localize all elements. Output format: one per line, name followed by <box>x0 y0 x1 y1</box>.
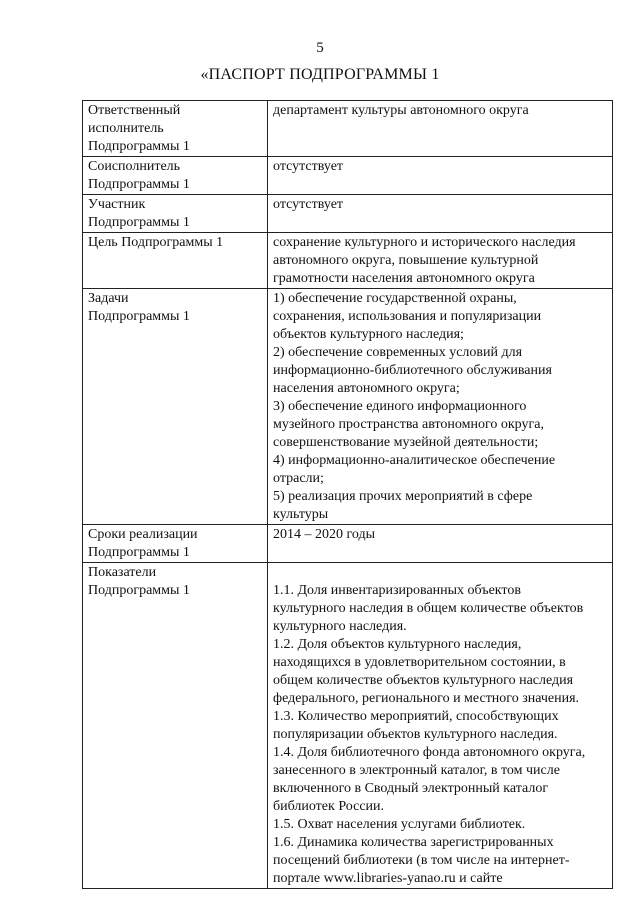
row-value-line: автономного округа, повышение культурной <box>273 253 539 268</box>
row-value-cell <box>268 195 613 233</box>
row-value-line: общем количестве объектов культурного наследия <box>273 673 574 688</box>
row-value-line: грамотности населения автономного округа <box>273 271 535 286</box>
row-value-cell <box>268 525 613 563</box>
row-value-line: культурного наследия в общем количестве объектов <box>273 601 584 616</box>
row-value-line: департамент культуры автономного округа <box>273 103 529 118</box>
passport-table <box>82 100 613 889</box>
row-label-cell <box>83 195 268 233</box>
row-value-line: объектов культурного наследия; <box>273 327 464 342</box>
row-label-cell <box>83 525 268 563</box>
row-value-cell <box>268 289 613 525</box>
row-value-line: сохранение культурного и исторического наследия <box>273 235 576 250</box>
row-value-line: сохранения, использования и популяризации <box>273 309 542 324</box>
passport-row <box>83 195 613 233</box>
row-label-line: Подпрограммы 1 <box>88 545 190 560</box>
row-value-line: информационно-библиотечного обслуживания <box>273 363 552 378</box>
passport-row <box>83 233 613 289</box>
row-label-line: Подпрограммы 1 <box>88 309 190 324</box>
row-label-line: Подпрограммы 1 <box>88 583 190 598</box>
row-label-line: Задачи <box>88 291 129 306</box>
row-value-line: посещений библиотеки (в том числе на интернет- <box>273 853 570 868</box>
row-value-line: музейного пространства автономного округа, <box>273 417 544 432</box>
row-value-line: библиотек России. <box>273 799 385 814</box>
row-label-line: Ответственный <box>88 103 181 118</box>
row-label-line: Показатели <box>88 565 157 580</box>
row-value-line: 1.2. Доля объектов культурного наследия, <box>273 637 522 652</box>
row-value-line: 1.3. Количество мероприятий, способствующих <box>273 709 559 724</box>
row-value-line: находящихся в удовлетворительном состоянии, в <box>273 655 566 670</box>
row-value-line: включенного в Сводный электронный каталог <box>273 781 549 796</box>
row-label-cell <box>83 233 268 289</box>
row-label-line: Цель Подпрограммы 1 <box>88 235 224 250</box>
row-value-line: 1.1. Доля инвентаризированных объектов <box>273 583 521 598</box>
row-label-line: Подпрограммы 1 <box>88 177 190 192</box>
row-value-cell <box>268 101 613 157</box>
row-value-line: 2) обеспечение современных условий для <box>273 345 523 360</box>
row-label-line: Участник <box>88 197 146 212</box>
passport-row <box>83 563 613 889</box>
row-value-line: 1.4. Доля библиотечного фонда автономного округа, <box>273 745 586 760</box>
row-label-cell <box>83 563 268 889</box>
row-value-line: культуры <box>273 507 329 522</box>
row-label-cell <box>83 157 268 195</box>
row-value-line: популяризации объектов культурного наследия. <box>273 727 558 742</box>
row-value-line: 5) реализация прочих мероприятий в сфере <box>273 489 533 504</box>
row-value-line: 3) обеспечение единого информационного <box>273 399 527 414</box>
row-value-line: отрасли; <box>273 471 324 486</box>
row-value-cell <box>268 563 613 889</box>
row-value-line: 4) информационно-аналитическое обеспечение <box>273 453 556 468</box>
row-label-line: Подпрограммы 1 <box>88 215 190 230</box>
passport-table-body <box>83 101 613 889</box>
row-label-line: Соисполнитель <box>88 159 181 174</box>
row-value-line: совершенствование музейной деятельности; <box>273 435 539 450</box>
row-value-line: культурного наследия. <box>273 619 407 634</box>
row-value-line: 1) обеспечение государственной охраны, <box>273 291 517 306</box>
row-value-line: отсутствует <box>273 197 344 212</box>
row-value-line: 1.6. Динамика количества зарегистрированных <box>273 835 554 850</box>
page-number: 5 <box>316 40 324 56</box>
row-value-line <box>273 564 607 582</box>
row-label-line: исполнитель <box>88 121 164 136</box>
row-label-line: Сроки реализации <box>88 527 198 542</box>
row-label-line: Подпрограммы 1 <box>88 139 190 154</box>
row-value-line: федерального, регионального и местного значения. <box>273 691 580 706</box>
passport-row <box>83 157 613 195</box>
row-value-line: отсутствует <box>273 159 344 174</box>
passport-row <box>83 289 613 525</box>
document-title: «ПАСПОРТ ПОДПРОГРАММЫ 1 <box>200 66 440 83</box>
row-value-line: занесенного в электронный каталог, в том числе <box>273 763 560 778</box>
row-value-cell <box>268 157 613 195</box>
row-value-line: населения автономного округа; <box>273 381 460 396</box>
row-label-cell <box>83 289 268 525</box>
row-label-cell <box>83 101 268 157</box>
passport-row <box>83 101 613 157</box>
row-value-cell <box>268 233 613 289</box>
row-value-line: портале www.libraries-yanao.ru и сайте <box>273 871 503 886</box>
row-value-line: 2014 – 2020 годы <box>273 527 376 542</box>
row-value-line: 1.5. Охват населения услугами библиотек. <box>273 817 526 832</box>
passport-row <box>83 525 613 563</box>
